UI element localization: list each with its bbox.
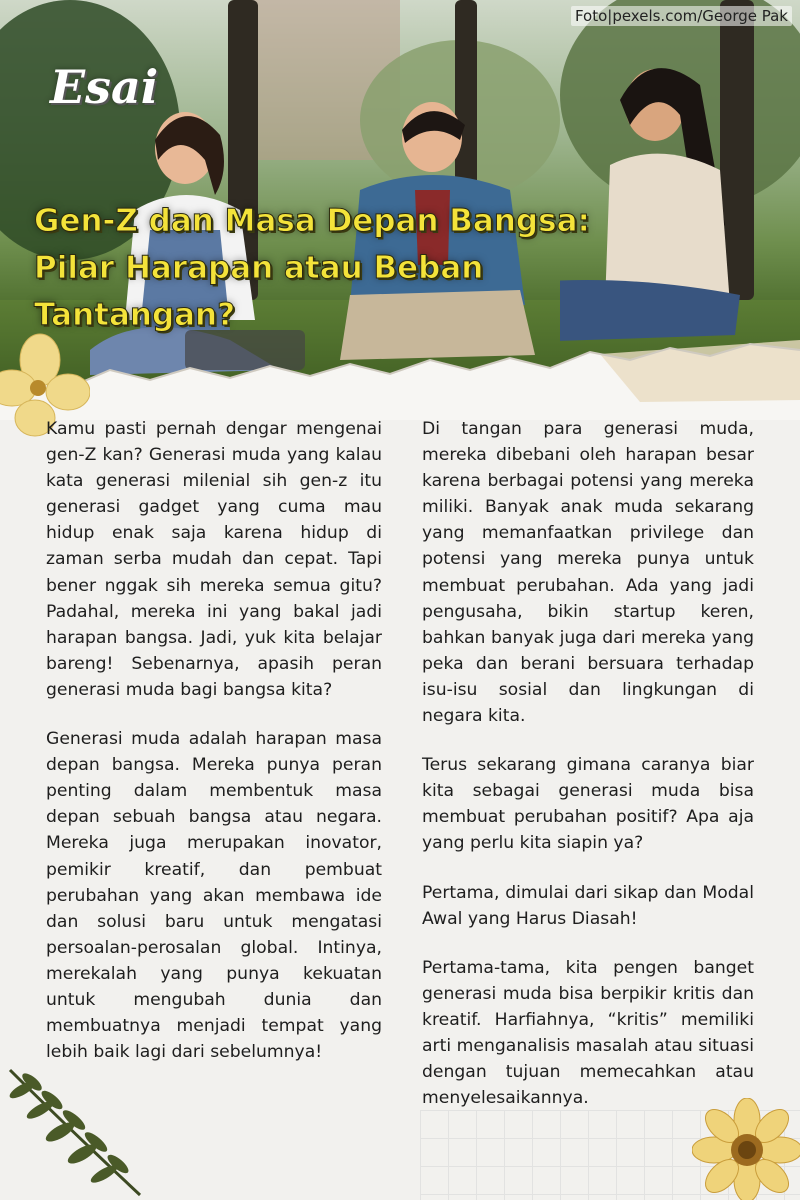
torn-paper-edge <box>0 330 800 420</box>
article-paragraph: Terus sekarang gimana caranya biar kita sebagai generasi muda bisa membuat perubahan positif? Apa aja yang perlu kita siapin ya? <box>422 755 754 854</box>
article-paragraph: Pertama-tama, kita pengen banget generasi muda bisa berpikir kritis dan kreatif. Harfiahnya, “kritis” memiliki arti menganalisis masalah atau situasi dengan tujuan memecahkan atau menyelesaikannya. <box>422 957 754 1109</box>
photo-credit: Foto|pexels.com/George Pak <box>571 6 792 26</box>
article-title: Gen-Z dan Masa Depan Bangsa: Pilar Harapan atau Beban Tantangan? <box>34 203 590 333</box>
article-column-left <box>46 416 382 1088</box>
article-paragraph: Generasi muda adalah harapan masa depan bangsa. Mereka punya peran penting dalam membentuk masa depan sebuah bangsa atau negara. Mereka juga merupakan inovator, pemikir kreatif, dan pembuat perubahan yang akan membawa ide dan solusi baru untuk mengatasi persoalan-perosalan global. Intinya, merekalah yang punya kekuatan untuk mengubah dunia dan membuatnya menjadi tempat yang lebih baik lagi dari sebelumnya! <box>46 729 382 1063</box>
article-subheading: Pertama, dimulai dari sikap dan Modal Awal yang Harus Diasah! <box>422 882 754 929</box>
section-label: Esai <box>50 60 159 114</box>
article-paragraph: Di tangan para generasi muda, mereka dibebani oleh harapan besar karena berbagai potensi yang mereka miliki. Banyak anak muda sekarang yang memanfaatkan privilege dan potensi yang mereka punya untuk membuat perubahan. Ada yang jadi pengusaha, bikin startup keren, bahkan banyak juga dari mereka yang peka dan berani bersuara terhadap isu-isu sosial dan lingkungan di negara kita. <box>422 419 754 727</box>
article-column-right <box>422 416 754 1134</box>
article-paragraph: Kamu pasti pernah dengar mengenai gen-Z kan? Generasi muda yang kalau kata generasi milenial sih gen-z itu generasi gadget yang cuma mau hidup enak saja karena hidup di zaman serba mudah dan cepat. Tapi bener nggak sih mereka semua gitu? Padahal, mereka ini yang bakal jadi harapan bangsa. Jadi, yuk kita belajar bareng! Sebenarnya, apasih peran generasi muda bagi bangsa kita? <box>46 419 382 700</box>
